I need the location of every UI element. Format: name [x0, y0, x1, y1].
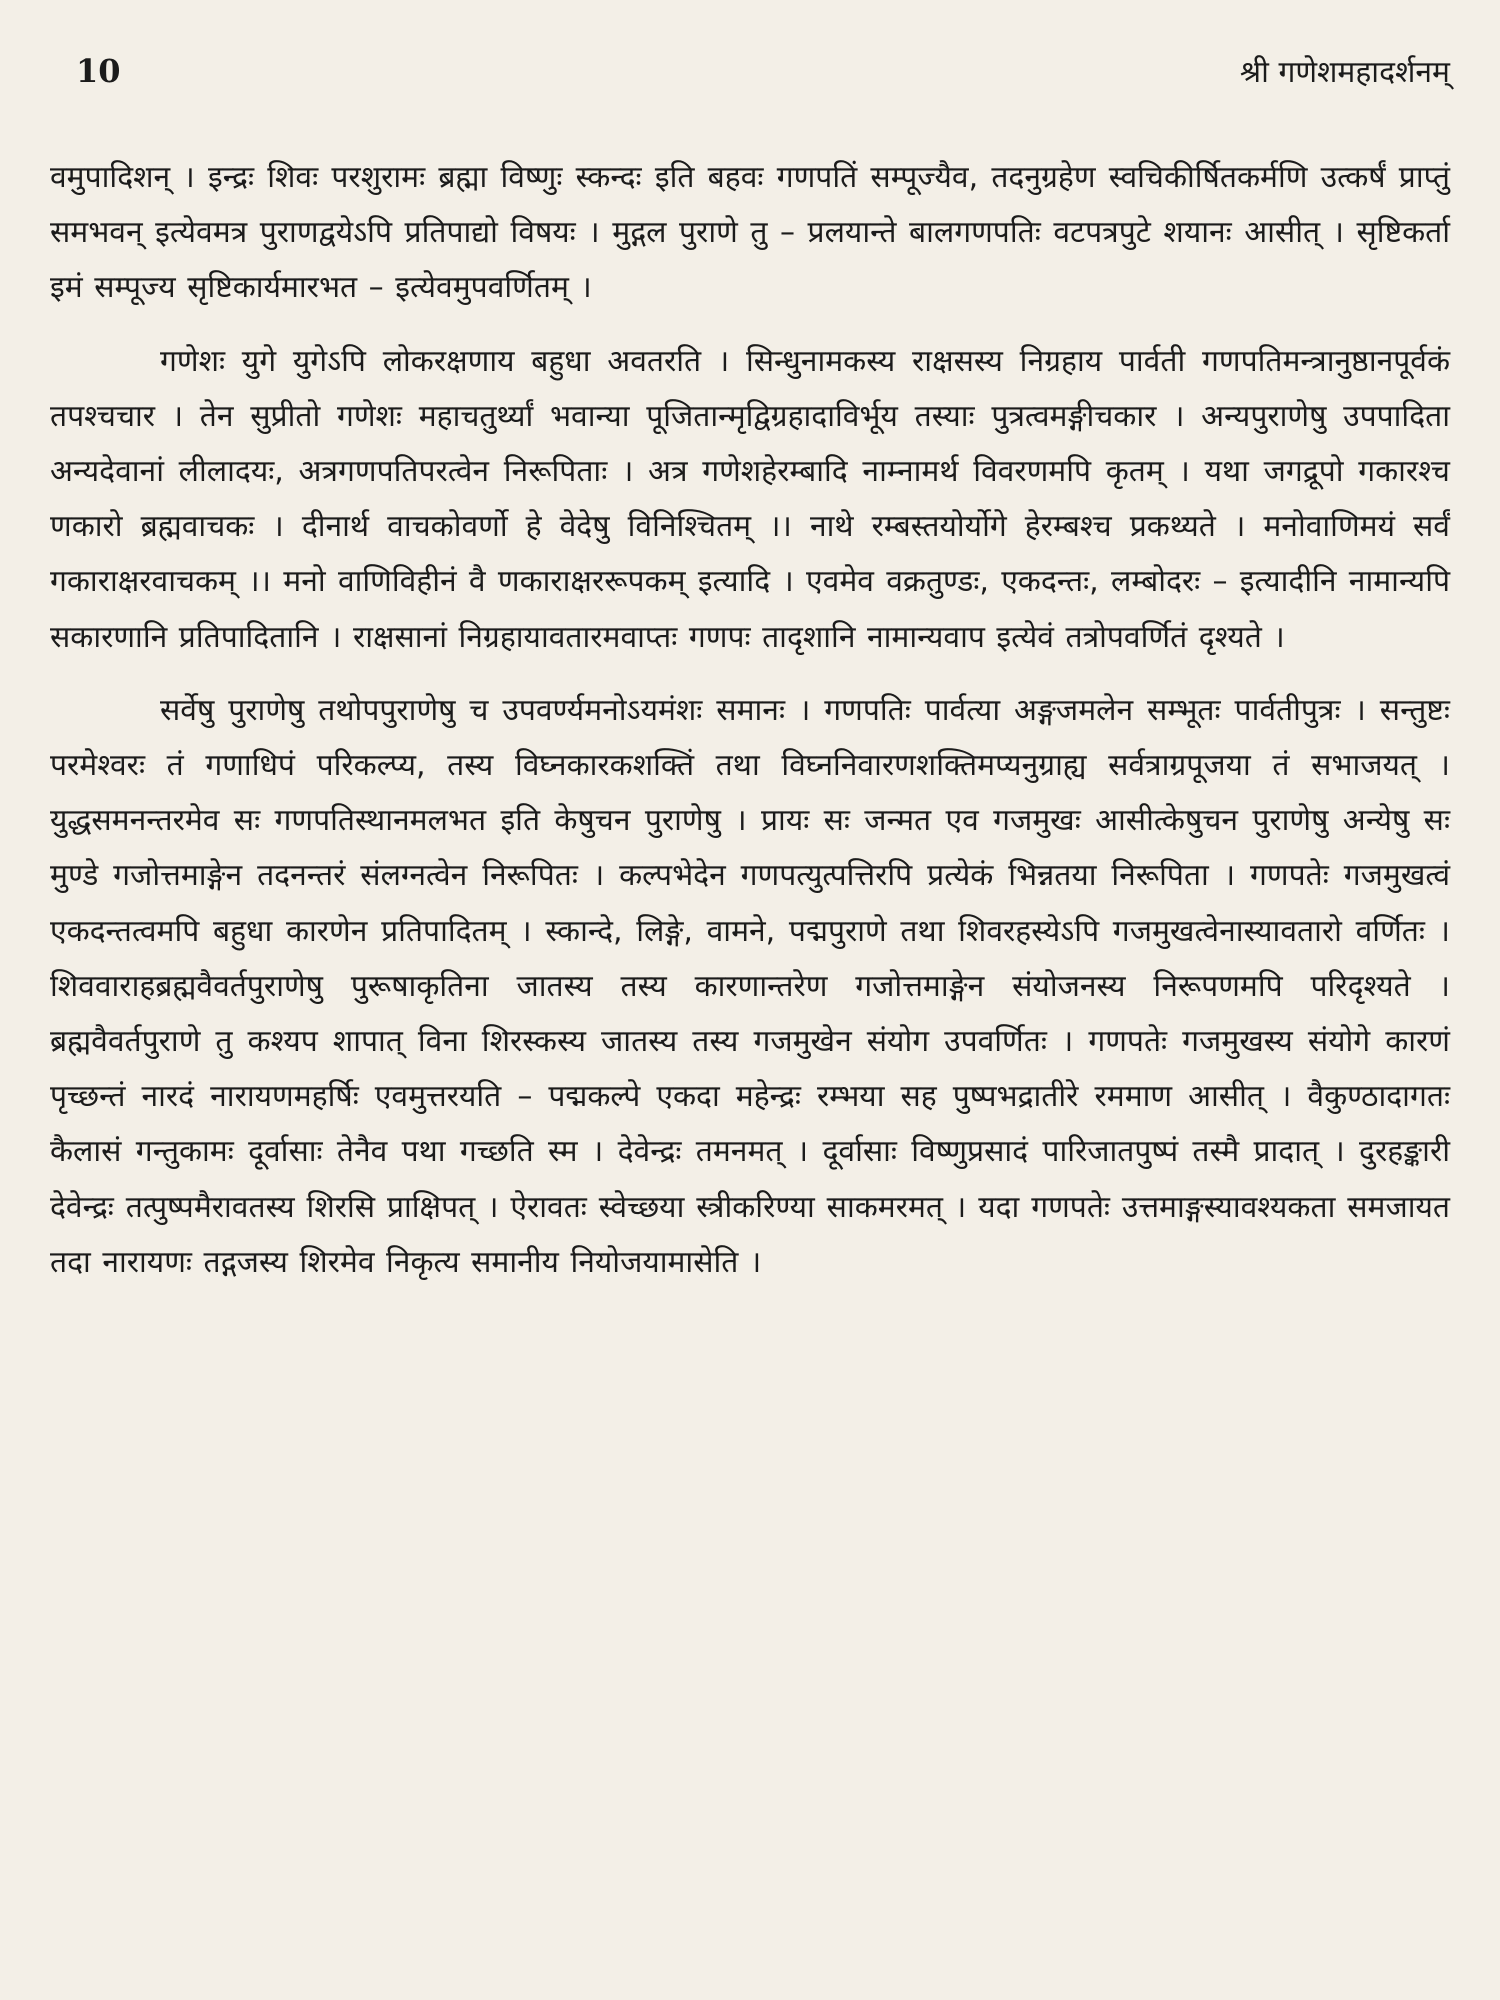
page-header: [50, 50, 1450, 110]
body-text: [50, 150, 1450, 1290]
running-title: श्री गणेशमहादर्शनम्: [1239, 55, 1450, 90]
paragraph: वमुपादिशन् । इन्द्रः शिवः परशुरामः ब्रह्मा विष्णुः स्कन्दः इति बहवः गणपतिं सम्पूज्यैव, तदनुग्रहेण स्वचिकीर्षितकर्मणि उत्कर्षं प्राप्तुं समभवन् इत्येवमत्र पुराणद्वयेऽपि प्रतिपाद्यो विषयः । मुद्गल पुराणे तु – प्रलयान्ते बालगणपतिः वटपत्रपुटे शयानः आसीत् । सृष्टिकर्ता इमं सम्पूज्य सृष्टिकार्यमारभत – इत्येवमुपवर्णितम् ।: [50, 160, 1450, 306]
paragraph: सर्वेषु पुराणेषु तथोपपुराणेषु च उपवर्ण्यमनोऽयमंशः समानः । गणपतिः पार्वत्या अङ्गजमलेन सम्भूतः पार्वतीपुत्रः । सन्तुष्टः परमेश्वरः तं गणाधिपं परिकल्प्य, तस्य विघ्नकारकशक्तिं तथा विघ्ननिवारणशक्तिमप्यनुग्राह्य सर्वत्राग्रपूजया तं सभाजयत् । युद्धसमनन्तरमेव सः गणपतिस्थानमलभत इति केषुचन पुराणेषु । प्रायः सः जन्मत एव गजमुखः आसीत्केषुचन पुराणेषु अन्येषु सः मुण्डे गजोत्तमाङ्गेन तदनन्तरं संलग्नत्वेन निरूपितः । कल्पभेदेन गणपत्युत्पत्तिरपि प्रत्येकं भिन्नतया निरूपिता । गणपतेः गजमुखत्वं एकदन्तत्वमपि बहुधा कारणेन प्रतिपादितम् । स्कान्दे, लिङ्गे, वामने, पद्मपुराणे तथा शिवरहस्येऽपि गजमुखत्वेनास्यावतारो वर्णितः । शिववाराहब्रह्मवैवर्तपुराणेषु पुरूषाकृतिना जातस्य तस्य कारणान्तरेण गजोत्तमाङ्गेन संयोजनस्य निरूपणमपि परिदृश्यते । ब्रह्मवैवर्तपुराणे तु कश्यप शापात् विना शिरस्कस्य जातस्य तस्य गजमुखेन संयोग उपवर्णितः । गणपतेः गजमुखस्य संयोगे कारणं पृच्छन्तं नारदं नारायणमहर्षिः एवमुत्तरयति – पद्मकल्पे एकदा महेन्द्रः रम्भया सह पुष्पभद्रातीरे रममाण आसीत् । वैकुण्ठादागतः कैलासं गन्तुकामः दूर्वासाः तेनैव पथा गच्छति स्म । देवेन्द्रः तमनमत् । दूर्वासाः विष्णुप्रसादं पारिजातपुष्पं तस्मै प्रादात् । दुरहङ्कारी देवेन्द्रः तत्पुष्पमैरावतस्य शिरसि प्राक्षिपत् । ऐरावतः स्वेच्छया स्त्रीकरिण्या साकमरमत् । यदा गणपतेः उत्तमाङ्गस्यावश्यकता समजायत तदा नारायणः तद्गजस्य शिरमेव निकृत्य समानीय नियोजयामासेति ।: [50, 692, 1450, 1280]
page-number: 10: [76, 52, 121, 90]
paragraph: गणेशः युगे युगेऽपि लोकरक्षणाय बहुधा अवतरति । सिन्धुनामकस्य राक्षसस्य निग्रहाय पार्वती गणपतिमन्त्रानुष्ठानपूर्वकं तपश्चचार । तेन सुप्रीतो गणेशः महाचतुर्थ्यां भवान्या पूजितान्मृद्विग्रहादाविर्भूय तस्याः पुत्रत्वमङ्गीचकार । अन्यपुराणेषु उपपादिता अन्यदेवानां लीलादयः, अत्रगणपतिपरत्वेन निरूपिताः । अत्र गणेशहेरम्बादि नाम्नामर्थ विवरणमपि कृतम् । यथा जगद्रूपो गकारश्च णकारो ब्रह्मवाचकः । दीनार्थ वाचकोवर्णो हे वेदेषु विनिश्चितम् ।। नाथे रम्बस्तयोर्योगे हेरम्बश्च प्रकथ्यते । मनोवाणिमयं सर्वं गकाराक्षरवाचकम् ।। मनो वाणिविहीनं वै णकाराक्षररूपकम् इत्यादि । एवमेव वक्रतुण्डः, एकदन्तः, लम्बोदरः – इत्यादीनि नामान्यपि सकारणानि प्रतिपादितानि । राक्षसानां निग्रहायावतारमवाप्तः गणपः तादृशानि नामान्यवाप इत्येवं तत्रोपवर्णितं दृश्यते ।: [50, 343, 1450, 655]
